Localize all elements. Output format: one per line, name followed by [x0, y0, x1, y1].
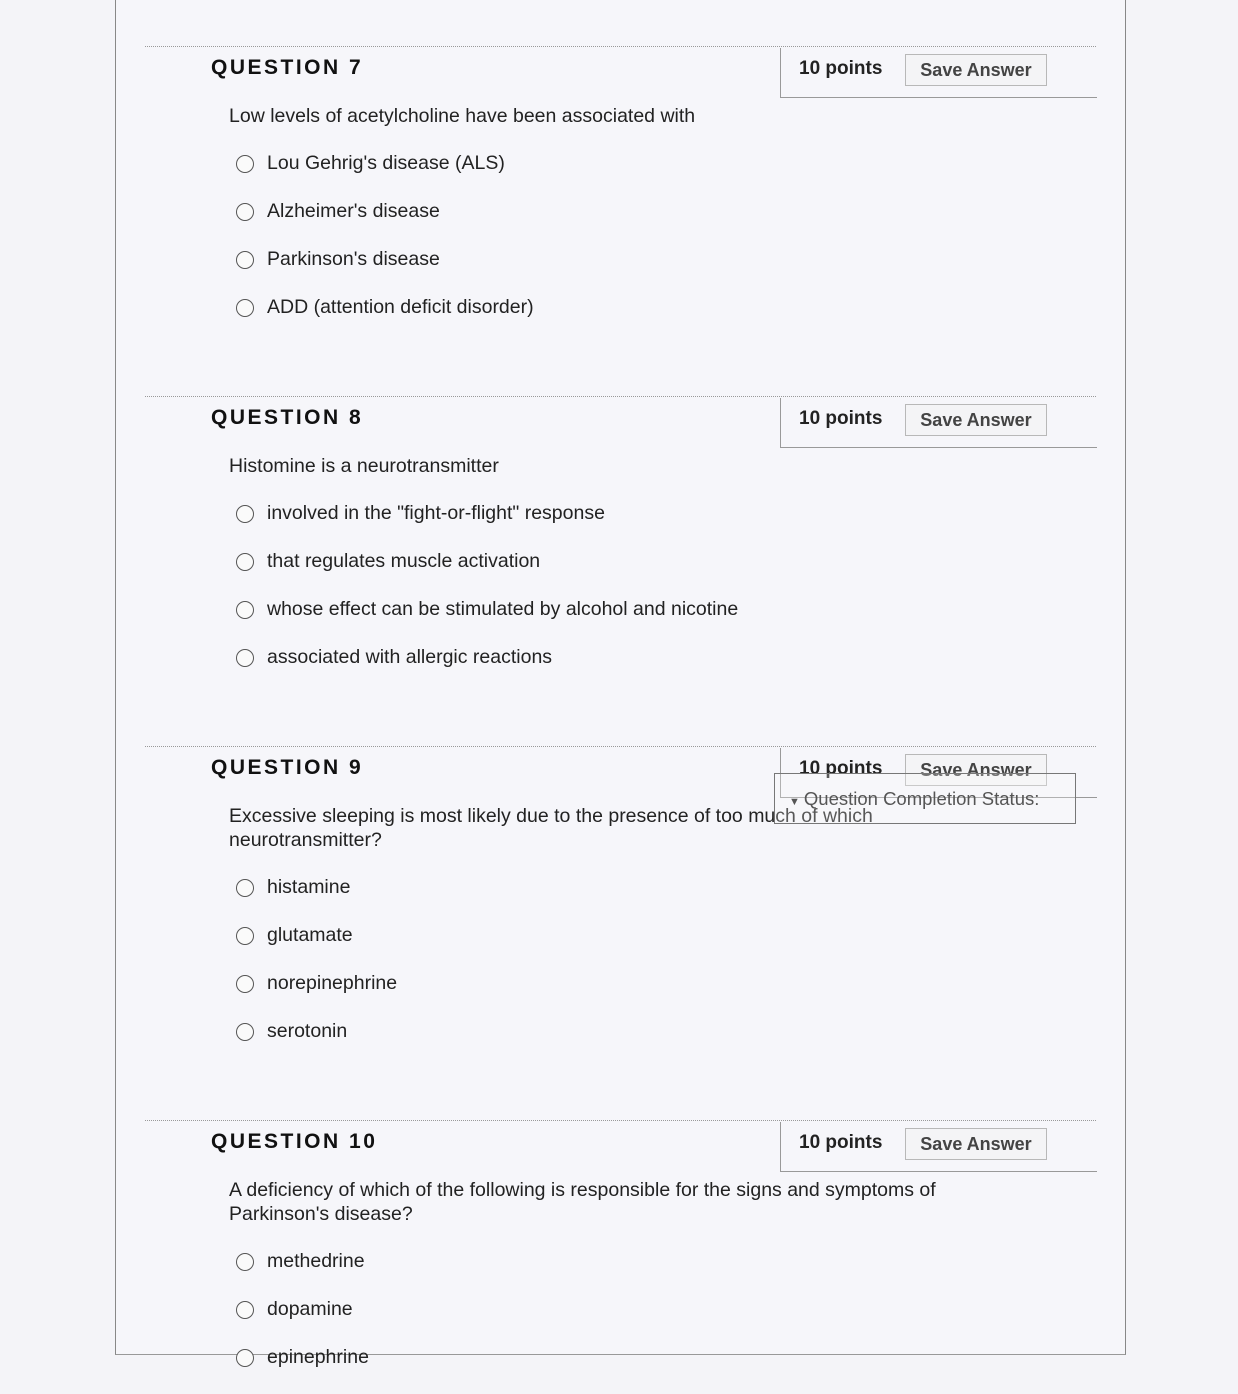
option-label[interactable]: dopamine — [267, 1298, 353, 1320]
points-label: 10 points — [799, 408, 883, 429]
status-label[interactable]: Question Completion Status: — [803, 788, 1040, 809]
option-label[interactable]: Lou Gehrig's disease (ALS) — [267, 152, 505, 174]
question-text: Histomine is a neurotransmitter — [229, 455, 499, 477]
radio-button[interactable] — [236, 299, 254, 317]
option-label[interactable]: Parkinson's disease — [267, 248, 440, 270]
divider — [145, 46, 1096, 47]
radio-button[interactable] — [236, 927, 254, 945]
radio-button[interactable] — [236, 1349, 254, 1367]
radio-button[interactable] — [236, 203, 254, 221]
option-label[interactable]: histamine — [267, 876, 351, 898]
divider — [145, 746, 1096, 747]
question-title: QUESTION 8 — [211, 406, 364, 429]
option-label[interactable]: that regulates muscle activation — [267, 550, 541, 572]
radio-button[interactable] — [236, 649, 254, 667]
option-label[interactable]: serotonin — [267, 1020, 348, 1042]
points-box — [780, 48, 1097, 98]
radio-button[interactable] — [236, 975, 254, 993]
radio-button[interactable] — [236, 1301, 254, 1319]
question-text: Low levels of acetylcholine have been associated with — [229, 105, 696, 127]
divider — [145, 1120, 1096, 1121]
option-label[interactable]: Alzheimer's disease — [267, 200, 440, 222]
save-answer-button[interactable]: Save Answer — [905, 1128, 1047, 1160]
option-label[interactable]: ADD (attention deficit disorder) — [267, 296, 534, 318]
points-label: 10 points — [799, 1132, 883, 1153]
question-title: QUESTION 10 — [211, 1130, 378, 1153]
question-text-line: neurotransmitter? — [229, 829, 382, 851]
points-label: 10 points — [799, 758, 883, 779]
save-answer-button[interactable]: Save Answer — [905, 54, 1047, 86]
question-text — [229, 1178, 989, 1226]
radio-button[interactable] — [236, 879, 254, 897]
divider — [145, 396, 1096, 397]
radio-button[interactable] — [236, 251, 254, 269]
option-label[interactable]: whose effect can be stimulated by alcohol and nicotine — [267, 598, 739, 620]
radio-button[interactable] — [236, 1023, 254, 1041]
option-label[interactable]: glutamate — [267, 924, 353, 946]
radio-button[interactable] — [236, 553, 254, 571]
radio-button[interactable] — [236, 155, 254, 173]
question-title: QUESTION 9 — [211, 756, 364, 779]
points-box — [780, 398, 1097, 448]
option-label[interactable]: associated with allergic reactions — [267, 646, 553, 668]
option-label[interactable]: involved in the "fight-or-flight" response — [267, 502, 605, 524]
save-answer-button[interactable]: Save Answer — [905, 404, 1047, 436]
option-label[interactable]: norepinephrine — [267, 972, 398, 994]
radio-button[interactable] — [236, 505, 254, 523]
question-text-line: Excessive sleeping is most likely due to the presence of too much of which — [229, 805, 873, 827]
save-answer-button[interactable]: Save Answer — [905, 754, 1047, 786]
question-completion-status[interactable] — [774, 773, 1076, 824]
question-title: QUESTION 7 — [211, 56, 364, 79]
points-label: 10 points — [799, 58, 883, 79]
points-box — [780, 1122, 1097, 1172]
question-text-line: Parkinson's disease? — [229, 1203, 413, 1225]
option-label[interactable]: methedrine — [267, 1250, 365, 1272]
triangle-down-icon: ▼ — [789, 796, 800, 808]
question-text-line: A deficiency of which of the following is responsible for the signs and symptoms of — [229, 1179, 936, 1201]
status-label-wrap[interactable] — [789, 788, 1039, 810]
radio-button[interactable] — [236, 1253, 254, 1271]
radio-button[interactable] — [236, 601, 254, 619]
option-label[interactable]: epinephrine — [267, 1346, 369, 1368]
assessment-page — [115, 0, 1126, 1368]
